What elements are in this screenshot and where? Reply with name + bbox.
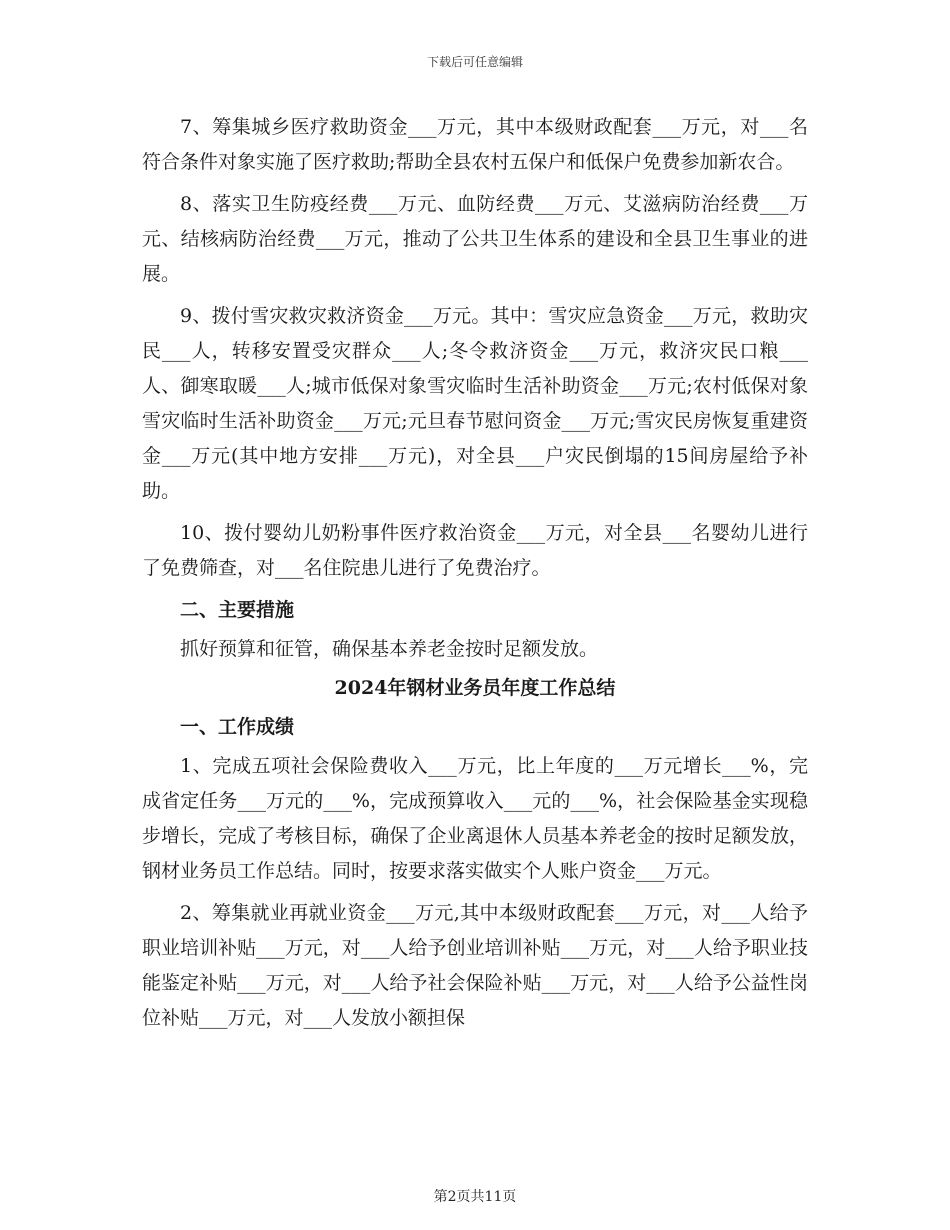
article-title: 2024年钢材业务员年度工作总结 [334, 677, 616, 699]
page-footer: 第2页共11页 [433, 1189, 517, 1205]
measures-text: 抓好预算和征管，确保基本养老金按时足额发放。 [180, 638, 599, 660]
document-body [142, 110, 808, 1043]
article-paragraph-2: 2、筹集就业再就业资金___万元,其中本级财政配套___万元，对___人给予职业培训补贴___万元，对___人给予创业培训补贴___万元，对___人给予职业技能鉴定补贴___万元，对___人给予社会保险补贴___万元，对___人给予公益性岗位补贴___万元，对___人发放小额担保 [142, 902, 808, 1029]
paragraph-10: 10、拨付婴幼儿奶粉事件医疗救治资金___万元，对全县___名婴幼儿进行了免费筛查，对___名住院患儿进行了免费治疗。 [142, 522, 808, 579]
paragraph-9: 9、拨付雪灾救灾救济资金___万元。其中：雪灾应急资金___万元，救助灾民___人，转移安置受灾群众___人;冬令救济资金___万元，救济灾民口粮___人、御寒取暖___人;城市低保对象雪灾临时生活补助资金___万元;农村低保对象雪灾临时生活补助资金___万元;元旦春节慰问资金___万元;雪灾民房恢复重建资金___万元(其中地方安排___万元)，对全县___户灾民倒塌的15间房屋给予补助。 [142, 305, 808, 502]
article-paragraph-1: 1、完成五项社会保险费收入___万元，比上年度的___万元增长___%，完成省定任务___万元的___%，完成预算收入___元的___%，社会保险基金实现稳步增长，完成了考核目标，确保了企业离退休人员基本养老金的按时足额发放，钢材业务员工作总结。同时，按要求落实做实个人账户资金___万元。 [142, 755, 808, 882]
paragraph-7: 7、筹集城乡医疗救助资金___万元，其中本级财政配套___万元，对___名符合条件对象实施了医疗救助;帮助全县农村五保户和低保户免费参加新农合。 [142, 116, 808, 173]
paragraph-8: 8、落实卫生防疫经费___万元、血防经费___万元、艾滋病防治经费___万元、结核病防治经费___万元，推动了公共卫生体系的建设和全县卫生事业的进展。 [142, 193, 808, 285]
section-heading-achievements: 一、工作成绩 [180, 716, 295, 738]
section-heading-measures: 二、主要措施 [180, 599, 295, 621]
page-header: 下载后可任意编辑 [426, 55, 523, 69]
